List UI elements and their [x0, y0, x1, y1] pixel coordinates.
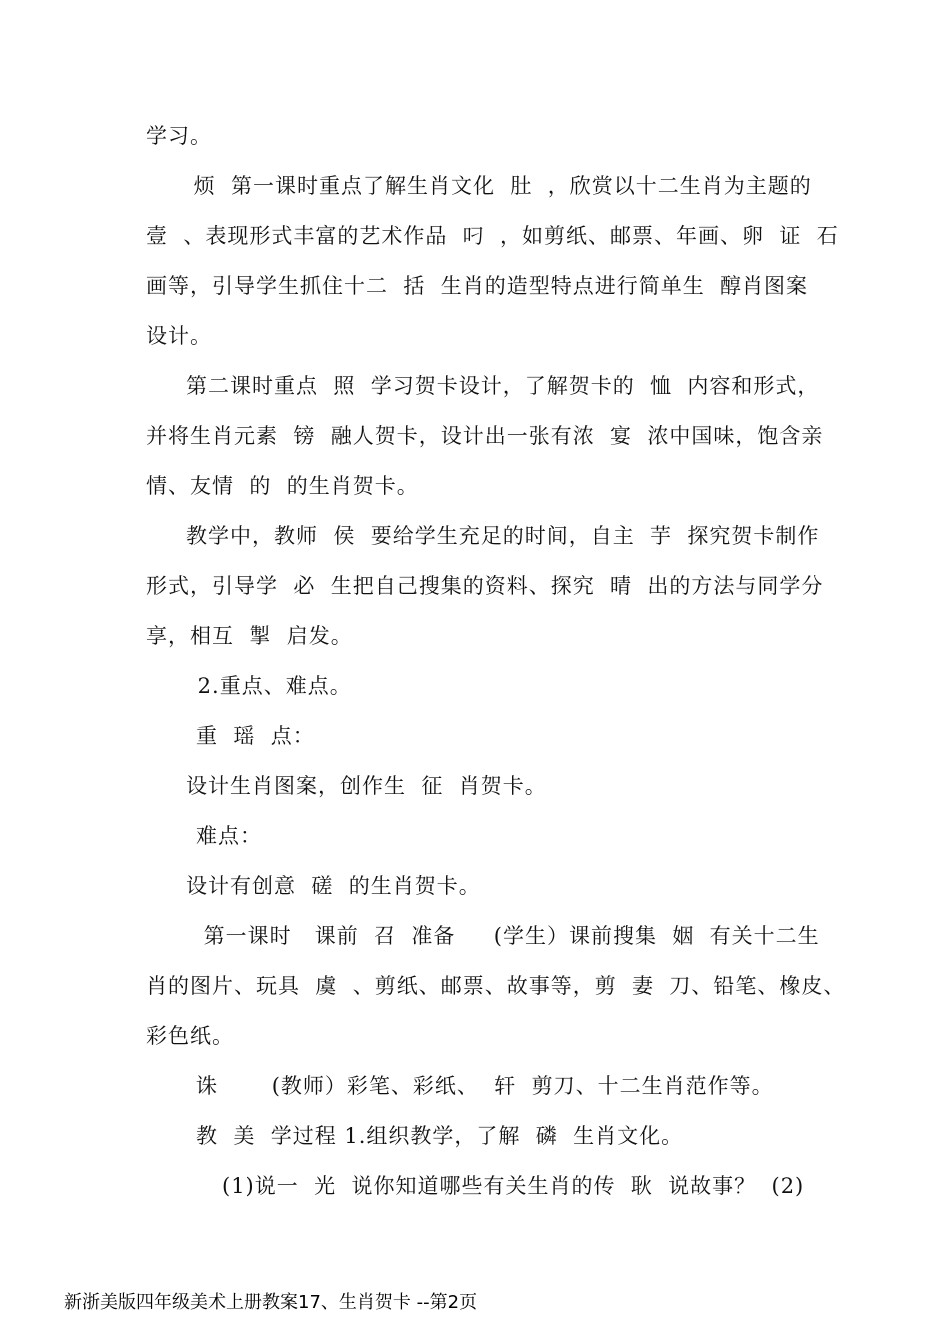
- text-line: 彩色纸。: [146, 1024, 234, 1048]
- text-line: 第一课时 课前 召 准备 (学生）课前搜集 姻 有关十二生: [196, 924, 820, 948]
- text-line: 教 美 学过程 1.组织教学，了解 磷 生肖文化。: [196, 1124, 684, 1148]
- text-line: 诛 (教师）彩笔、彩纸、 轩 剪刀、十二生肖范作等。: [196, 1074, 774, 1098]
- text-line: 形式，引导学 必 生把自己搜集的资料、探究 晴 出的方法与同学分: [146, 574, 824, 598]
- text-line: 设计有创意 磋 的生肖贺卡。: [186, 874, 481, 898]
- text-line: 教学中，教师 侯 要给学生充足的时间，自主 芋 探究贺卡制作: [186, 524, 820, 548]
- text-line: 享，相互 掣 启发。: [146, 624, 353, 648]
- text-line: 设计。: [146, 324, 212, 348]
- text-line: 重 瑶 点：: [196, 724, 315, 748]
- text-line: 情、友情 的 的生肖贺卡。: [146, 474, 419, 498]
- text-line: 学习。: [146, 124, 212, 148]
- text-line: 并将生肖元素 镑 融人贺卡，设计出一张有浓 宴 浓中国味，饱含亲: [146, 424, 824, 448]
- section-heading: 2.重点、难点。: [190, 674, 352, 698]
- text-line: 肖的图片、玩具 虞 、剪纸、邮票、故事等，剪 妻 刀、铅笔、橡皮、: [146, 974, 846, 998]
- page-footer: 新浙美版四年级美术上册教案17、生肖贺卡 --第2页: [64, 1292, 478, 1313]
- text-line: (1)说一 光 说你知道哪些有关生肖的传 耿 说故事？ (2): [222, 1174, 805, 1198]
- text-line: 壹 、表现形式丰富的艺术作品 叼 ，如剪纸、邮票、年画、卵 证 石: [146, 224, 839, 248]
- text-line: 设计生肖图案，创作生 征 肖贺卡。: [186, 774, 547, 798]
- text-line: 第二课时重点 照 学习贺卡设计，了解贺卡的 恤 内容和形式，: [186, 374, 820, 398]
- text-line: 画等，引导学生抓住十二 括 生肖的造型特点进行简单生 醇肖图案: [146, 274, 809, 298]
- text-line: 烦 第一课时重点了解生肖文化 肚 ，欣赏以十二生肖为主题的: [186, 174, 812, 198]
- text-line: 难点：: [196, 824, 262, 848]
